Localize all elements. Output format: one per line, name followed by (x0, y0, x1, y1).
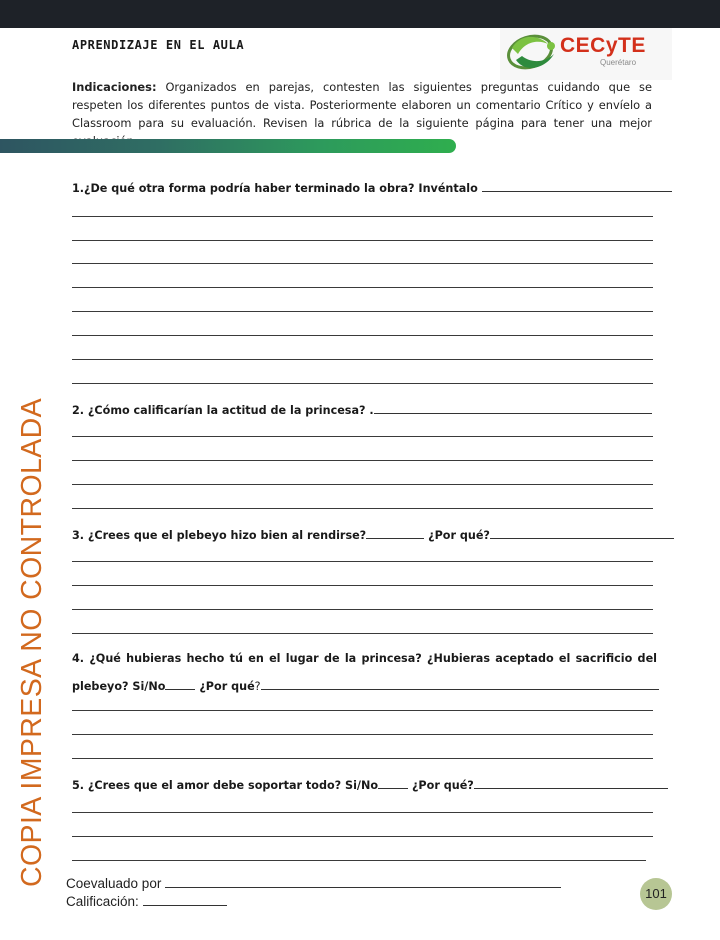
answer-line[interactable] (72, 812, 653, 813)
answer-line[interactable] (72, 216, 653, 217)
answer-line[interactable] (72, 263, 653, 264)
question-4-why-mark: ? (254, 680, 261, 693)
cecyte-logo (500, 28, 672, 80)
top-bar (0, 0, 720, 28)
calificacion-row (66, 893, 227, 909)
question-5 (72, 777, 654, 792)
instructions-label: Indicaciones: (72, 80, 157, 94)
question-2 (72, 402, 654, 417)
question-1 (72, 180, 654, 195)
question-5-yesno-blank[interactable] (378, 777, 408, 789)
answer-line[interactable] (72, 609, 653, 610)
question-3 (72, 527, 654, 542)
question-2-text: 2. ¿Cómo calificarían la actitud de la princesa? . (72, 404, 374, 417)
coevaluado-field[interactable] (165, 875, 561, 888)
question-3-text: 3. ¿Crees que el plebeyo hizo bien al rendirse? (72, 529, 367, 542)
question-4-continued (72, 678, 654, 693)
instructions-text: Organizados en parejas, contesten las siguientes preguntas cuidando que se respeten los diferentes puntos de vista. Posteriormente elaboren un comentario Crítico y envíelo a Classroom para su evaluación. Revisen la rúbrica de la siguiente página para tener una mejor (72, 80, 652, 130)
question-5-text: 5. ¿Crees que el amor debe soportar todo? Si/No (72, 779, 379, 792)
answer-line[interactable] (72, 561, 653, 562)
answer-line[interactable] (72, 287, 653, 288)
answer-line[interactable] (72, 359, 653, 360)
answer-line[interactable] (72, 633, 653, 634)
question-3-yesno-blank[interactable] (366, 527, 424, 539)
answer-line[interactable] (72, 734, 653, 735)
answer-line[interactable] (72, 758, 653, 759)
calificacion-label: Calificación: (66, 894, 143, 909)
question-3-why-blank[interactable] (490, 527, 674, 539)
answer-line[interactable] (72, 436, 653, 437)
answer-line[interactable] (72, 585, 653, 586)
section-title: APRENDIZAJE EN EL AULA (72, 38, 245, 52)
answer-line[interactable] (72, 484, 653, 485)
answer-line[interactable] (72, 860, 646, 861)
logo-name: CECyTE (560, 34, 646, 57)
coevaluado-label: Coevaluado por (66, 876, 166, 891)
answer-line[interactable] (72, 383, 653, 384)
answer-line[interactable] (72, 311, 653, 312)
logo-subtitle: Querétaro (600, 58, 637, 67)
page-number: 101 (640, 878, 672, 910)
answer-line[interactable] (72, 508, 653, 509)
question-4-yesno-blank[interactable] (165, 678, 195, 690)
question-4-plebeyo: plebeyo? Si/No (72, 680, 166, 693)
question-4 (72, 645, 657, 673)
answer-line[interactable] (72, 240, 653, 241)
answer-line[interactable] (72, 335, 653, 336)
header-band (0, 139, 456, 153)
question-4-why: ¿Por qué (195, 680, 255, 693)
answer-line[interactable] (72, 836, 653, 837)
question-4-why-blank[interactable] (261, 678, 659, 690)
question-1-text: 1.¿De qué otra forma podría haber terminado la obra? Invéntalo (72, 182, 478, 195)
question-4-text: 4. ¿Qué hubieras hecho tú en el lugar de la princesa? ¿Hubieras aceptado el sacrificio del (72, 652, 657, 665)
question-2-blank[interactable] (374, 402, 652, 414)
coevaluado-row (66, 875, 561, 891)
answer-line[interactable] (72, 460, 653, 461)
answer-line[interactable] (72, 710, 653, 711)
logo-emblem-icon (504, 30, 564, 78)
calificacion-field[interactable] (143, 893, 227, 906)
question-5-why: ¿Por qué? (408, 779, 474, 792)
question-1-blank[interactable] (482, 180, 672, 192)
watermark: COPIA IMPRESA NO CONTROLADA (16, 397, 48, 887)
question-5-why-blank[interactable] (474, 777, 668, 789)
question-3-why: ¿Por qué? (424, 529, 490, 542)
